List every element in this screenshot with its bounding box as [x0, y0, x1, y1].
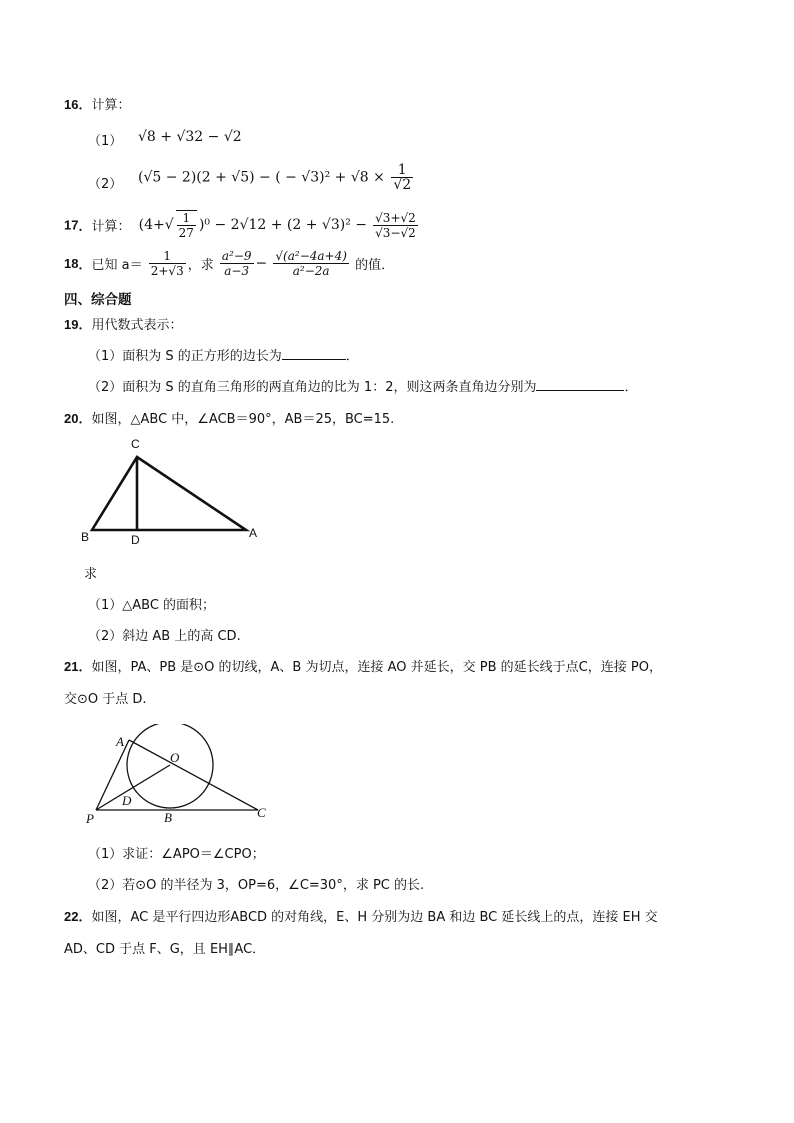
label-o: O [170, 750, 180, 765]
answer-blank [282, 347, 346, 360]
q20-ask: 求 [84, 567, 98, 582]
question-number: 21 [64, 659, 79, 674]
answer-blank [536, 378, 624, 391]
part-end: ． [345, 349, 359, 364]
question-text: 的值． [355, 258, 395, 273]
q16-part1-expression: √8 + √32 − √2 [138, 129, 242, 145]
q19-stem: 19．用代数式表示： [64, 317, 183, 333]
q19-part2 [88, 376, 637, 395]
label-d: D [122, 793, 132, 808]
part-text: （1）面积为 S 的正方形的边长为 [88, 349, 282, 364]
fraction-denominator: a²−2a [292, 264, 330, 278]
q16-part2 [88, 173, 122, 192]
fraction [176, 210, 197, 240]
fraction [220, 249, 254, 278]
fraction [391, 163, 413, 192]
line-ac [129, 740, 258, 810]
expression-text: (4+ [138, 217, 165, 233]
part-label: （1） [88, 134, 123, 149]
q21-circle-figure [80, 724, 280, 828]
fraction-numerator: 1 [149, 249, 186, 264]
fraction [373, 211, 418, 240]
part-text: （2）面积为 S 的直角三角形的两直角边的比为 1：2，则这两条直角边分别为 [88, 380, 537, 395]
fraction [273, 249, 349, 278]
question-text: 已知 a＝ [91, 258, 143, 273]
part-label: （2） [88, 177, 123, 192]
q21-part2: （2）若⊙O 的半径为 3，OP=6，∠C=30°，求 PC 的长. [88, 878, 425, 893]
q22-stem-line2: AD、CD 于点 F、G，且 EH∥AC． [64, 942, 266, 957]
fraction-denominator: 2+√3 [150, 264, 184, 278]
label-a: A [249, 526, 258, 540]
question-number: 17 [64, 217, 79, 233]
question-number: 16 [64, 97, 79, 112]
label-c: C [131, 437, 140, 451]
fraction-denominator: √3−√2 [375, 225, 416, 240]
fraction-denominator: 27 [178, 226, 194, 240]
q17: 17．计算： (4+√ $\frac{1}{27}$ )⁰ − 2√12 + (2 + √3)² − $\frac{√3+√2}{√3-√2}$ [64, 210, 416, 240]
label-b: B [81, 530, 90, 544]
question-text: ，求 [187, 258, 214, 273]
question-text: 计算： [91, 98, 131, 113]
q21-stem-line2: 交⊙O 于点 D. [64, 692, 147, 707]
expression-text: (√5 − 2)(2 + √5) − ( − √3)² + √8 × [138, 169, 385, 186]
fraction-numerator: a²−9 [221, 249, 252, 263]
fraction-numerator: √3+√2 [375, 210, 416, 225]
part-end: ． [624, 380, 638, 395]
fraction-numerator: √(a²−4a+4) [275, 249, 347, 263]
label-d: D [131, 533, 140, 547]
expression-text: )⁰ − 2√12 + (2 + √3)² − [198, 217, 368, 233]
circle-o [127, 724, 213, 808]
fraction [149, 249, 186, 278]
label-c: C [257, 805, 266, 820]
question-text: 用代数式表示： [91, 318, 183, 333]
q21-stem: 21．如图，PA、PB 是⊙O 的切线，A、B 为切点，连接 AO 并延长，交 PB 的延长线于点C，连接 PO， [64, 659, 662, 675]
q16-stem: 16．计算： [64, 97, 131, 113]
question-text: 如图，△ABC 中，∠ACB＝90°，AB＝25，BC=15. [91, 412, 395, 427]
label-p: P [86, 811, 94, 826]
q20-stem: 20．如图，△ABC 中，∠ACB＝90°，AB＝25，BC=15. [64, 411, 395, 427]
label-a: A [116, 734, 124, 749]
q16-part2-expression [138, 163, 415, 192]
question-number: 20 [64, 411, 79, 426]
q19-part1 [88, 345, 359, 364]
q20-part2: （2）斜边 AB 上的高 CD. [88, 629, 241, 644]
q20-part1: （1）△ABC 的面积； [88, 598, 216, 613]
fraction-denominator: a−3 [224, 264, 250, 278]
question-number: 19 [64, 317, 79, 332]
question-number: 18 [64, 256, 79, 271]
fraction-numerator: 1 [391, 163, 413, 178]
q20-triangle-figure [76, 432, 276, 550]
triangle-abc [92, 457, 246, 530]
question-text: 如图，AC 是平行四边形ABCD 的对角线，E、H 分别为边 BA 和边 BC 延长线上的点，连接 EH 交 [91, 910, 658, 925]
fraction-denominator: √2 [393, 177, 412, 193]
question-text: 计算： [91, 219, 131, 235]
section-heading: 四、综合题 [64, 292, 132, 308]
q18: 18．已知 a＝ $\frac{1}{2+√3}$ ，求 $\frac{\text{a²−9}}{a-3}$ − $\frac{\text{√(a²−4a+4)}}{\text{a²−2a}}$ 的值． [64, 249, 395, 278]
minus-sign: − [255, 255, 268, 272]
fraction-numerator: 1 [177, 211, 196, 226]
q16-part1 [88, 130, 122, 149]
q21-part1: （1）求证：∠APO＝∠CPO； [88, 847, 265, 862]
label-b: B [164, 810, 172, 825]
question-number: 22 [64, 909, 79, 924]
q22-stem: 22．如图，AC 是平行四边形ABCD 的对角线，E、H 分别为边 BA 和边 BC 延长线上的点，连接 EH 交 [64, 909, 658, 925]
question-text: 如图，PA、PB 是⊙O 的切线，A、B 为切点，连接 AO 并延长，交 PB 的延长线于点C，连接 PO， [91, 660, 662, 675]
